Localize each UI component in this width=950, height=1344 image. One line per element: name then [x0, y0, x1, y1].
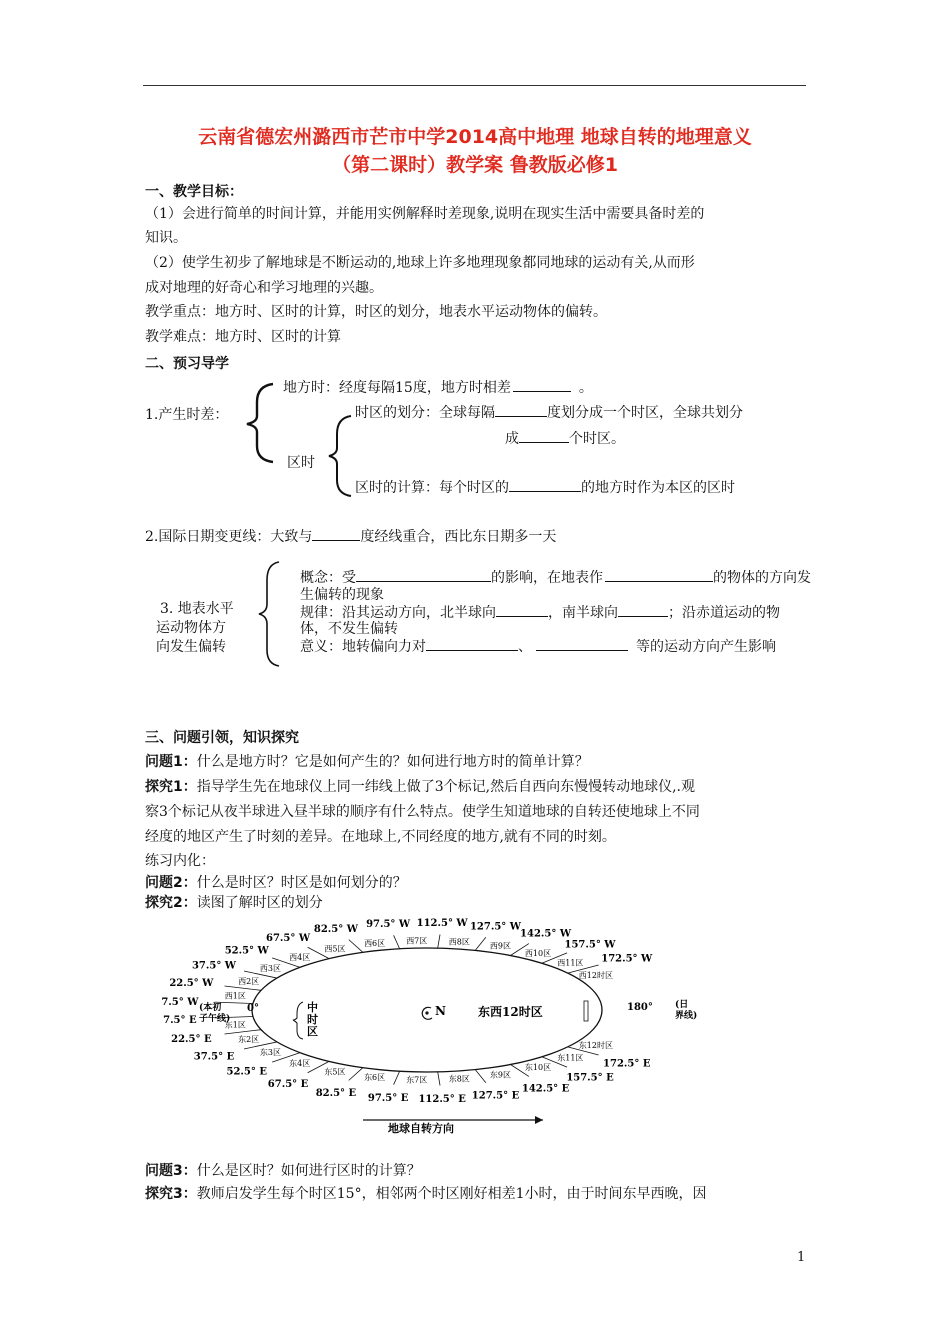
section2-heading: 二、预习导学 — [145, 356, 229, 372]
west-longitude-label: 142.5° W — [520, 928, 572, 940]
west-zone-label: 西7区 — [406, 936, 428, 946]
east-longitude-label: 127.5° E — [471, 1090, 520, 1102]
east-zone-label: 东8区 — [448, 1074, 470, 1084]
east-longitude-label: 67.5° E — [267, 1078, 309, 1090]
east-zone-label: 东12时区 — [578, 1041, 613, 1051]
west-zone-label: 西3区 — [259, 964, 282, 974]
item3-line3: 向发生偏转 — [156, 639, 226, 655]
header-rule — [143, 85, 806, 86]
west-longitude-label: 127.5° W — [469, 921, 522, 933]
concept-row2: 生偏转的现象 — [300, 587, 384, 603]
west-longitude-label: 172.5° W — [601, 953, 653, 965]
item3-line1: 3. 地表水平 — [160, 601, 234, 617]
brace-item3 — [257, 560, 287, 670]
west-longitude-label: 67.5° W — [266, 933, 311, 945]
time-zone-diagram — [161, 912, 735, 1137]
west-longitude-label: 52.5° W — [224, 945, 269, 957]
east-zone-label: 东4区 — [289, 1058, 311, 1068]
rule-row: 规律：沿其运动方向，北半球向 ，南半球向 ；沿赤道运动的物 — [300, 605, 780, 621]
east-zone-label: 东1区 — [224, 1020, 246, 1030]
prime-meridian-2: 子午线) — [199, 1014, 231, 1024]
west-zone-label: 西9区 — [489, 941, 511, 951]
question2: 问题2：什么是时区？时区是如何划分的？ — [145, 875, 407, 891]
west-longitude-label: 112.5° W — [416, 918, 468, 930]
explore1-line1: 探究1：指导学生先在地球仪上同一纬线上做了3个标记,然后自西向东慢慢转动地球仪,.观 — [145, 779, 696, 795]
west-longitude-label: 82.5° W — [313, 924, 358, 936]
east-longitude-label: 22.5° E — [171, 1033, 212, 1045]
east-zone-label: 东7区 — [406, 1075, 428, 1085]
item1-label: 1.产生时差： — [145, 407, 229, 423]
east-zone-label: 东2区 — [238, 1034, 260, 1044]
explore1-line3: 经度的地区产生了时刻的差异。在地球上,不同经度的地方,就有不同的时刻。 — [145, 829, 616, 845]
west-longitude-label: 97.5° W — [366, 919, 411, 931]
west-zone-label: 西10区 — [524, 948, 552, 958]
east-longitude-label: 52.5° E — [226, 1066, 267, 1078]
goal1-line2: 知识。 — [145, 230, 187, 246]
west-zone-label: 西4区 — [289, 953, 311, 963]
date-line-1: (日 — [675, 1000, 689, 1010]
brace-group — [243, 380, 363, 520]
key-points: 教学重点：地方时、区时的计算，时区的划分，地表水平运动物体的偏转。 — [145, 304, 607, 320]
east-longitude-label: 82.5° E — [315, 1087, 357, 1099]
document-title-line1: 云南省德宏州潞西市芒市中学2014高中地理 地球自转的地理意义 — [198, 126, 752, 148]
page-number: 1 — [797, 1250, 806, 1265]
prime-meridian-1: (本初 — [199, 1003, 222, 1013]
item2-row: 2.国际日期变更线：大致与 度经线重合，西比东日期多一天 — [145, 529, 557, 545]
middle-zone-2: 时 — [307, 1013, 318, 1026]
east-longitude-label: 7.5° E — [163, 1015, 197, 1027]
zone-calc-row: 区时的计算：每个时区的 的地方时作为本区的区时 — [355, 480, 735, 496]
west-zone-label: 西6区 — [364, 939, 386, 949]
zone-division-row: 时区的划分：全球每隔 度划分成一个时区，全球共划分 — [355, 405, 743, 421]
east-longitude-label: 112.5° E — [418, 1093, 466, 1105]
question1: 问题1：什么是地方时？它是如何产生的？如何进行地方时的简单计算？ — [145, 754, 589, 770]
concept-row: 概念：受 的影响，在地表作 的物体的方向发 — [300, 570, 811, 586]
east-zone-label: 东5区 — [324, 1067, 346, 1077]
goal2-line2: 成对地理的好奇心和学习地理的兴趣。 — [145, 280, 383, 296]
east-zone-label: 东10区 — [524, 1063, 552, 1073]
explore3: 探究3：教师启发学生每个时区15°，相邻两个时区刚好相差1小时，由于时间东早西晚，因 — [145, 1186, 707, 1202]
west-longitude-label: 22.5° W — [169, 978, 214, 990]
west-zone-label: 西1区 — [224, 991, 246, 1001]
west-zone-label: 西2区 — [238, 977, 260, 987]
section1-heading: 一、教学目标： — [145, 184, 243, 200]
west-longitude-label: 37.5° W — [191, 960, 237, 972]
east-longitude-label: 37.5° E — [193, 1051, 235, 1063]
east-longitude-label: 157.5° E — [566, 1072, 614, 1084]
east-zone-label: 东9区 — [489, 1070, 511, 1080]
explore1-line2: 察3个标记从夜半球进入昼半球的顺序有什么特点。使学生知道地球的自转还使地球上不同 — [145, 804, 700, 820]
question3: 问题3：什么是区时？如何进行区时的计算？ — [145, 1163, 421, 1179]
one-eighty-degree: 180° — [627, 1002, 653, 1013]
east-longitude-label: 172.5° E — [603, 1058, 651, 1070]
explore2: 探究2：读图了解时区的划分 — [145, 895, 323, 911]
zone-time-label: 区时 — [287, 455, 315, 471]
west-longitude-label: 157.5° W — [564, 939, 616, 951]
item3-line2: 运动物体方 — [156, 620, 226, 636]
diagram-center-label: 东西12时区 — [478, 1005, 543, 1019]
document-title-line2: （第二课时）教学案 鲁教版必修1 — [332, 154, 618, 176]
rule-row2: 体，不发生偏转 — [300, 621, 398, 637]
west-zone-label: 西11区 — [557, 958, 584, 968]
east-zone-label: 东11区 — [557, 1053, 584, 1063]
zone-division-row2: 成 个时区。 — [505, 431, 625, 447]
west-zone-label: 西12时区 — [578, 970, 613, 980]
middle-zone-3: 区 — [307, 1025, 318, 1038]
west-zone-label: 西8区 — [448, 937, 470, 947]
west-longitude-label: 7.5° W — [161, 996, 199, 1008]
date-line-2: 界线) — [675, 1011, 698, 1021]
goal1-line1: （1）会进行简单的时间计算，并能用实例解释时差现象,说明在现实生活中需要具备时差的 — [145, 206, 705, 222]
west-zone-label: 西5区 — [324, 944, 346, 954]
east-zone-label: 东6区 — [364, 1072, 386, 1082]
section3-heading: 三、问题引领，知识探究 — [145, 730, 299, 746]
zero-degree: 0° — [247, 1003, 259, 1014]
goal2-line1: （2）使学生初步了解地球是不断运动的,地球上许多地理现象都同地球的运动有关,从而形 — [145, 255, 695, 271]
meaning-row: 意义：地转偏向力对 、 等的运动方向产生影响 — [300, 639, 776, 655]
diagram-north-label: N — [435, 1004, 446, 1018]
east-zone-label: 东3区 — [259, 1047, 282, 1057]
east-longitude-label: 97.5° E — [367, 1092, 409, 1104]
practice-label: 练习内化： — [145, 853, 215, 869]
middle-zone-1: 中 — [307, 1001, 318, 1014]
east-longitude-label: 142.5° E — [521, 1083, 570, 1095]
local-time-row: 地方时：经度每隔15度，地方时相差 。 — [283, 380, 593, 396]
difficulty: 教学难点：地方时、区时的计算 — [145, 329, 341, 345]
rotation-direction-label: 地球自转方向 — [388, 1122, 454, 1135]
